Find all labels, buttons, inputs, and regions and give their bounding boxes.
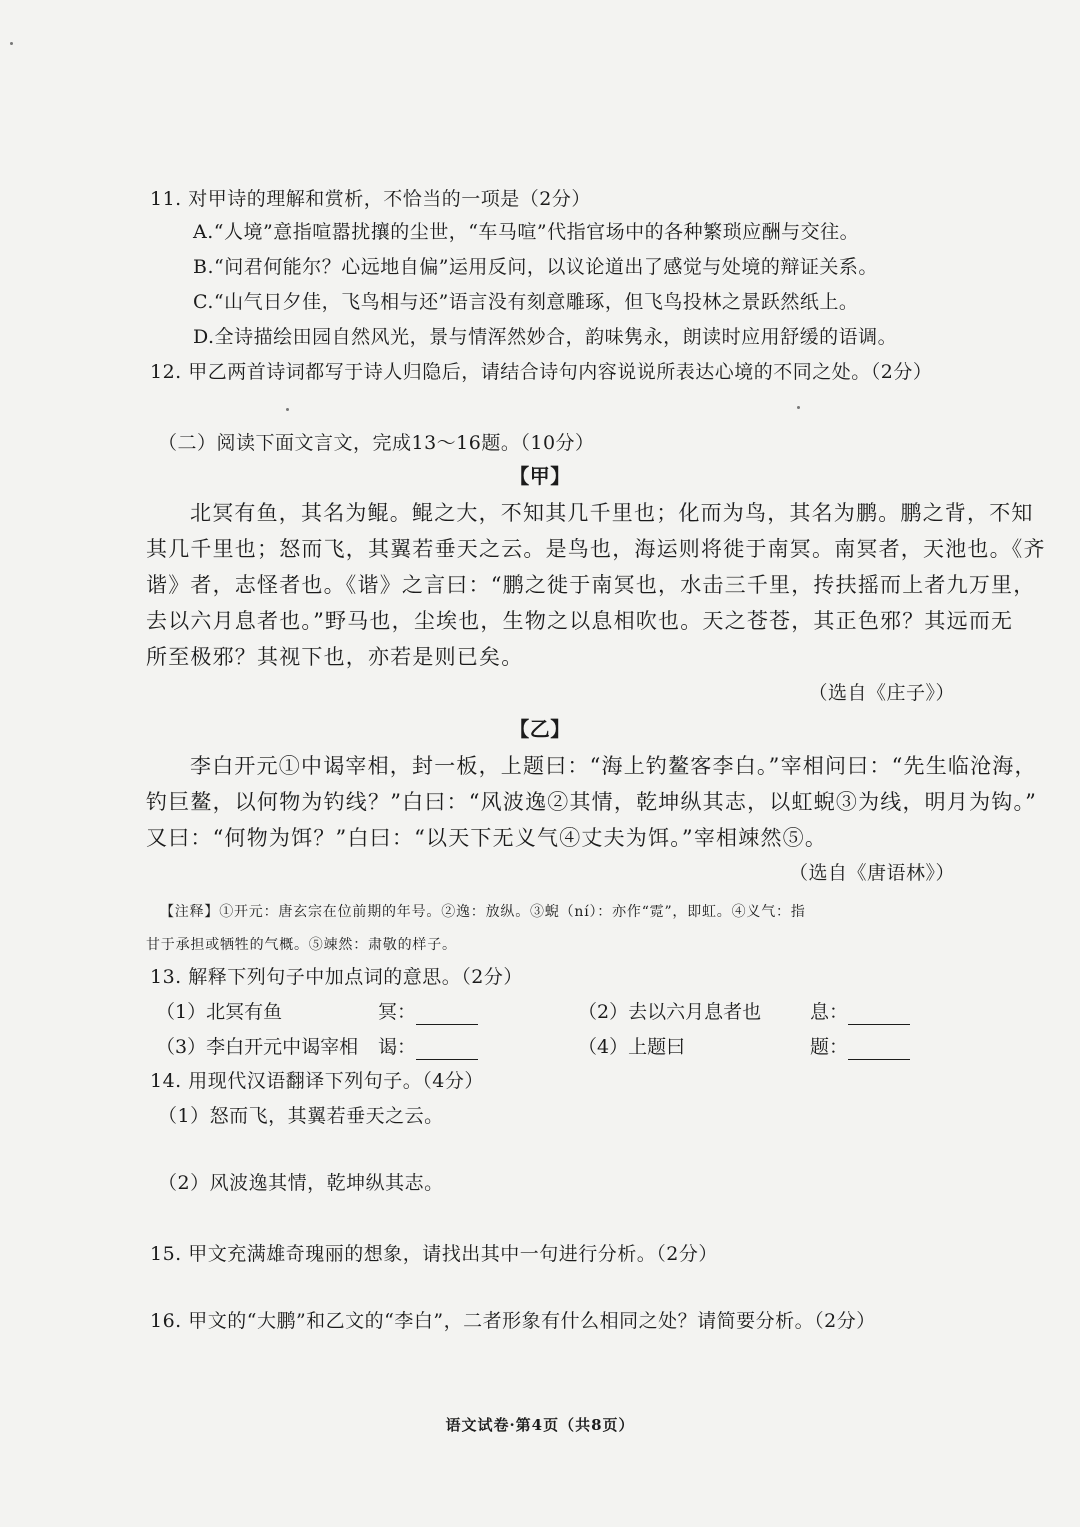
q15-stem: 15. 甲文充满雄奇瑰丽的想象，请找出其中一句进行分析。（2分）: [150, 1243, 718, 1265]
passage-yi-heading: 【乙】: [509, 717, 571, 741]
answer-blank[interactable]: [416, 1039, 478, 1060]
passage-yi-line: 钓巨鳌，以何物为钓线？”白曰：“风波逸②其情，乾坤纵其志，以虹蜺③为线，明月为钩。”: [146, 790, 1038, 814]
q11-option-b: B.“问君何能尔？心远地自偏”运用反问，以议论道出了感觉与处境的辩证关系。: [193, 256, 878, 278]
q13-item-4-answer: [810, 1034, 910, 1060]
annotation-line: 甘于承担或牺牲的气概。⑤竦然：肃敬的样子。: [146, 937, 457, 953]
answer-blank[interactable]: [848, 1004, 910, 1025]
scan-speck: [10, 42, 13, 45]
passage-jia-heading: 【甲】: [509, 464, 571, 488]
q12-stem: 12. 甲乙两首诗词都写于诗人归隐后，请结合诗句内容说说所表达心境的不同之处。（2分）: [150, 361, 933, 383]
passage-yi-line: 又曰：“何物为饵？”白曰：“以天下无义气④丈夫为饵。”宰相竦然⑤。: [146, 826, 828, 850]
q13-item-word: 题：: [810, 1036, 849, 1058]
scan-speck: [286, 408, 289, 411]
q13-item-4: [578, 1034, 685, 1060]
q13-item-word: 息：: [810, 1001, 849, 1023]
passage-jia-line: 谐》者，志怪者也。《谐》之言曰：“鹏之徙于南冥也，水击三千里，抟扶摇而上者九万里，: [146, 573, 1036, 597]
q13-item-sentence: （2）去以六月息者也: [578, 1001, 762, 1023]
q11-option-a: A.“人境”意指喧嚣扰攘的尘世，“车马喧”代指官场中的各种繁琐应酬与交往。: [193, 221, 860, 243]
q13-item-3: [156, 1034, 358, 1060]
q13-item-1: [156, 999, 282, 1025]
q14-item-1: （1）怒而飞，其翼若垂天之云。: [158, 1105, 444, 1127]
passage-jia-line: 所至极邪？其视下也，亦若是则已矣。: [146, 645, 524, 669]
q13-item-2-answer: [810, 999, 910, 1025]
passage-jia-line: 北冥有鱼，其名为鲲。鲲之大，不知其几千里也；化而为鸟，其名为鹏。鹏之背，不知: [190, 501, 1034, 525]
q14-item-2: （2）风波逸其情，乾坤纵其志。: [158, 1172, 444, 1194]
q16-stem: 16. 甲文的“大鹏”和乙文的“李白”，二者形象有什么相同之处？请简要分析。（2分）: [150, 1310, 876, 1332]
passage-yi-source: （选自《唐语林》）: [788, 862, 955, 884]
passage-jia-line: 其几千里也；怒而飞，其翼若垂天之云。是鸟也，海运则将徙于南冥。南冥者，天池也。《齐: [146, 537, 1046, 561]
annotation-line: 【注释】①开元：唐玄宗在位前期的年号。②逸：放纵。③蜺（ní）：亦作“霓”，即虹。④义气：指: [160, 904, 806, 920]
q13-item-2: [578, 999, 761, 1025]
q13-item-3-answer: [378, 1034, 478, 1060]
answer-blank[interactable]: [416, 1004, 478, 1025]
q14-stem: 14. 用现代汉语翻译下列句子。（4分）: [150, 1070, 484, 1092]
q13-item-word: 冥：: [378, 1001, 417, 1023]
answer-blank[interactable]: [848, 1039, 910, 1060]
section-2-heading: （二）阅读下面文言文，完成13～16题。（10分）: [158, 432, 595, 454]
passage-jia-line: 去以六月息者也。”野马也，尘埃也，生物之以息相吹也。天之苍苍，其正色邪？其远而无: [146, 609, 1014, 633]
q11-option-c: C.“山气日夕佳，飞鸟相与还”语言没有刻意雕琢，但飞鸟投林之景跃然纸上。: [193, 291, 859, 313]
q13-item-1-answer: [378, 999, 478, 1025]
q13-item-sentence: （4）上题曰: [578, 1036, 686, 1058]
q11-option-d: D.全诗描绘田园自然风光，景与情浑然妙合，韵味隽永，朗读时应用舒缓的语调。: [193, 326, 898, 348]
page-footer: 语文试卷·第4页（共8页）: [445, 1416, 635, 1434]
scan-speck: [797, 406, 800, 409]
q13-stem: 13. 解释下列句子中加点词的意思。（2分）: [150, 966, 523, 988]
passage-yi-line: 李白开元①中谒宰相，封一板，上题曰：“海上钓鳌客李白。”宰相问曰：“先生临沧海，: [190, 754, 1037, 778]
passage-jia-source: （选自《庄子》）: [808, 682, 955, 704]
q13-item-word: 谒：: [378, 1036, 417, 1058]
q11-stem: 11. 对甲诗的理解和赏析，不恰当的一项是（2分）: [150, 188, 591, 210]
q13-item-sentence: （1）北冥有鱼: [156, 1001, 283, 1023]
q13-item-sentence: （3）李白开元中谒宰相: [156, 1036, 359, 1058]
